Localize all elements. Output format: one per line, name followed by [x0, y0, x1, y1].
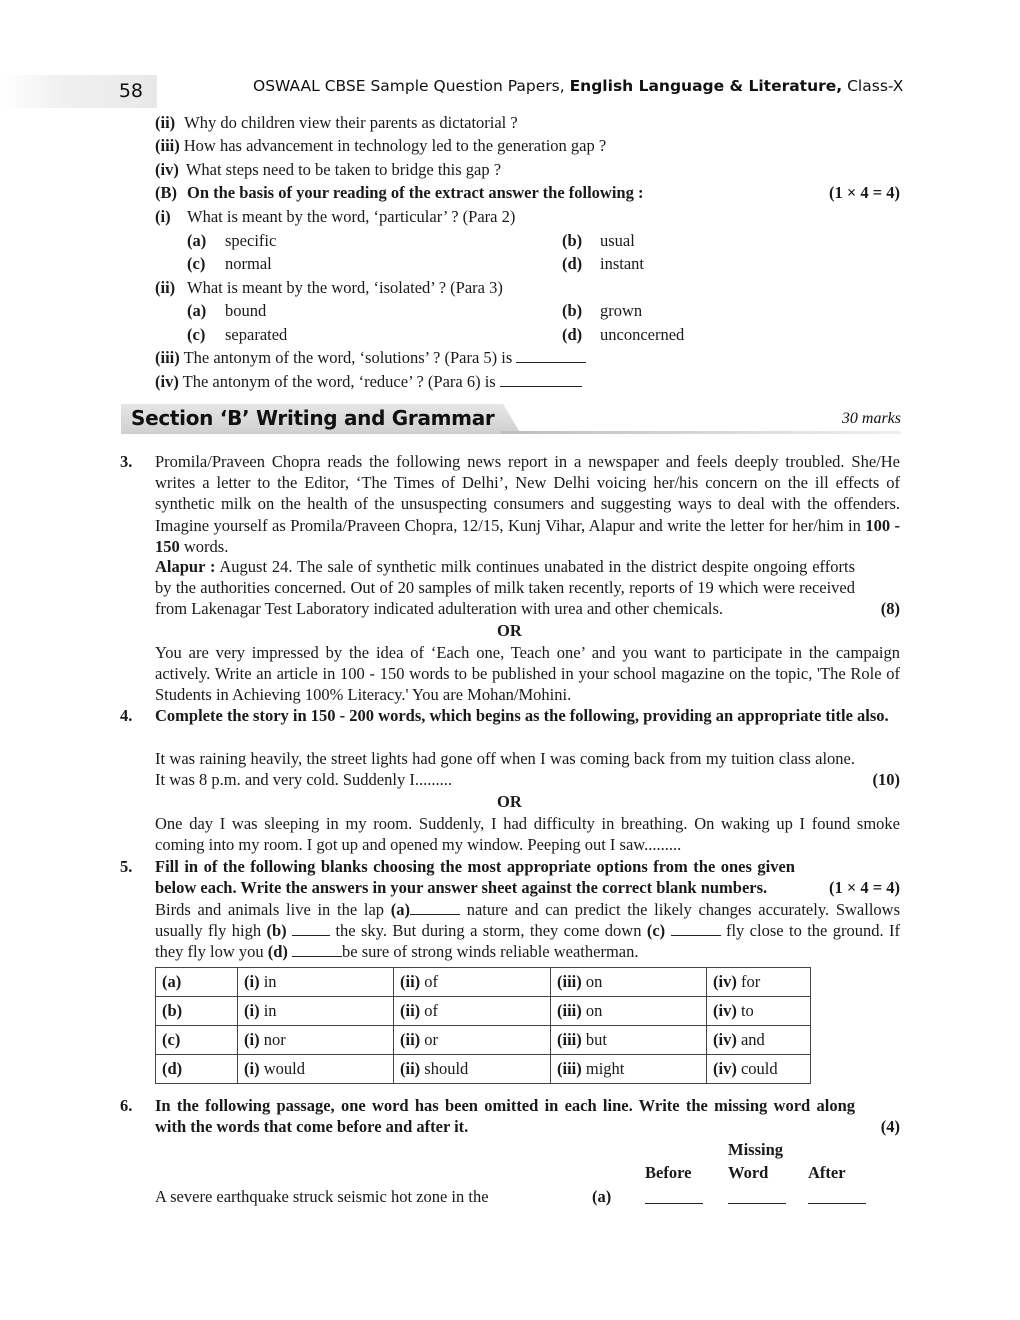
option-text: usual: [600, 231, 635, 250]
option-cell: [707, 997, 811, 1026]
blank-label: (b): [266, 921, 287, 941]
option-label: (a): [187, 301, 207, 320]
passage-text: fly close to the ground. If they fly low you: [155, 921, 900, 962]
passage-text: nature and can predict the likely changes accurately. Swallows usually fly high: [155, 900, 901, 941]
table-cell: [156, 1055, 238, 1084]
blank-label: (a): [162, 972, 182, 991]
news-text: August 24. The sale of synthetic milk continues unabated in the district despite ongoing efforts by the authorities concerned. Out of 20 samples of milk taken recently, reports of 19 which were received from Lakenagar Test Laboratory indicated adulteration with urea and other chemicals.: [155, 557, 856, 619]
part-b-label: (B): [155, 183, 177, 202]
option-cell: [394, 1055, 551, 1084]
column-header-word: Word: [728, 1163, 769, 1182]
question-number: 6.: [120, 1096, 133, 1115]
blank-label: (c): [646, 921, 666, 941]
news-dateline: Alapur :: [155, 557, 216, 576]
option-word: to: [736, 1001, 754, 1020]
option-text: instant: [600, 254, 644, 273]
option-word: in: [259, 1001, 277, 1020]
item-number: (i): [155, 207, 171, 226]
question-number: 3.: [120, 452, 133, 471]
column-header-missing: Missing: [728, 1140, 784, 1159]
item-number: (ii): [155, 278, 176, 297]
table-cell: [156, 997, 238, 1026]
part-b-instruction: On the basis of your reading of the extract answer the following :: [187, 183, 644, 202]
passage-text: be sure of strong winds reliable weatherman.: [342, 942, 639, 962]
question-number: (ii): [155, 113, 176, 132]
option-number: (i): [244, 1030, 260, 1049]
option-number: (iv): [713, 972, 737, 991]
question-item: [155, 159, 501, 180]
option-number: (ii): [400, 972, 421, 991]
option-label: (d): [562, 325, 583, 344]
item-text: What is meant by the word, ‘particular’ ? (Para 2): [187, 207, 516, 226]
option-word: of: [420, 1001, 439, 1020]
option-number: (iv): [713, 1030, 737, 1049]
option-cell: [551, 1055, 707, 1084]
option-number: (iii): [557, 1059, 582, 1078]
option-cell: [707, 1055, 811, 1084]
q3-marks: (8): [880, 599, 900, 618]
option-word: nor: [259, 1030, 286, 1049]
question-text: How has advancement in technology led to the generation gap ?: [183, 136, 607, 155]
option-label: (c): [187, 325, 206, 344]
after-blank: [808, 1190, 866, 1204]
blank-label: (a): [390, 900, 410, 919]
option-word: or: [420, 1030, 439, 1049]
answer-blank: [516, 349, 586, 363]
option-number: (iii): [557, 1030, 582, 1049]
option-cell: [238, 1055, 394, 1084]
option-label: (d): [562, 254, 583, 273]
item-text: The antonym of the word, ‘solutions’ ? (Para 5) is: [183, 348, 513, 367]
q3-news-report: [155, 556, 855, 620]
passage-line-text: A severe earthquake struck seismic hot zone in the: [155, 1187, 489, 1206]
option-word: on: [581, 972, 603, 991]
option-cell: [394, 997, 551, 1026]
fill-blank: [292, 922, 330, 936]
option-number: (iii): [557, 1001, 582, 1020]
option-cell: [238, 997, 394, 1026]
q5-marks: (1 × 4 = 4): [828, 878, 900, 897]
q4-marks: (10): [872, 770, 900, 789]
option-number: (i): [244, 972, 260, 991]
question-number: (iv): [155, 160, 179, 179]
section-title: Section ‘B’ Writing and Grammar: [131, 406, 495, 430]
part-b-marks: (1 × 4 = 4): [828, 183, 900, 202]
option-label: (b): [562, 301, 583, 320]
option-word: should: [420, 1059, 469, 1078]
option-cell: [551, 997, 707, 1026]
item-text: The antonym of the word, ‘reduce’ ? (Para 6) is: [182, 372, 496, 391]
item-row: [155, 371, 582, 392]
passage-text: Birds and animals live in the lap: [155, 900, 391, 919]
q3-prompt-end: words.: [179, 536, 229, 556]
q4-instruction: Complete the story in 150 - 200 words, which begins as the following, providing an appropriate title also.: [155, 706, 889, 725]
passage-line-label: (a): [592, 1187, 612, 1206]
blank-label: (b): [162, 1001, 183, 1020]
table-cell: [156, 968, 238, 997]
option-word: for: [736, 972, 761, 991]
option-text: separated: [225, 325, 288, 344]
running-head-subject: English Language & Literature,: [569, 77, 843, 95]
option-label: (c): [187, 254, 206, 273]
answer-blank: [500, 373, 582, 387]
q3-prompt: [155, 451, 900, 557]
option-cell: [707, 1026, 811, 1055]
column-header-before: Before: [645, 1163, 692, 1182]
q5-passage: [155, 899, 900, 963]
question-number: (iii): [155, 136, 180, 155]
question-item: [155, 135, 606, 156]
table-row: [156, 997, 811, 1026]
question-number: 5.: [120, 857, 133, 876]
table-row: [156, 1026, 811, 1055]
option-number: (ii): [400, 1001, 421, 1020]
option-word: on: [581, 1001, 603, 1020]
option-word: of: [420, 972, 439, 991]
option-cell: [394, 1026, 551, 1055]
option-word: could: [736, 1059, 778, 1078]
option-number: (iv): [713, 1059, 737, 1078]
item-number: (iv): [155, 372, 179, 391]
option-cell: [551, 968, 707, 997]
question-text: Why do children view their parents as dictatorial ?: [184, 113, 518, 132]
item-text: What is meant by the word, ‘isolated’ ? (Para 3): [187, 278, 503, 297]
option-word: but: [581, 1030, 607, 1049]
passage-text: the sky. But during a storm, they come down: [330, 921, 647, 941]
blank-label: (d): [162, 1059, 183, 1078]
option-cell: [238, 968, 394, 997]
table-row: [156, 1055, 811, 1084]
option-label: (b): [562, 231, 583, 250]
option-text: unconcerned: [600, 325, 685, 344]
option-word: might: [581, 1059, 625, 1078]
q3-prompt-text: Promila/Praveen Chopra reads the following news report in a newspaper and feels deeply troubled. She/He writes a letter to the Editor, ‘The Times of Delhi’, New Delhi voicing her/his concern on the ill effects of synthetic milk on the health of the unsuspecting consumers and suggesting ways to deal with the offenders. Imagine yourself as Promila/Praveen Chopra, 12/15, Kunj Vihar, Alapur and write the letter for her/him in: [155, 452, 900, 535]
running-head-prefix: OSWAAL CBSE Sample Question Papers,: [253, 77, 570, 95]
q6-instruction: In the following passage, one word has been omitted in each line. Write the missing word along with the words that come before and after it.: [155, 1096, 855, 1137]
blank-label: (c): [162, 1030, 181, 1049]
option-number: (ii): [400, 1030, 421, 1049]
option-word: and: [736, 1030, 765, 1049]
option-number: (ii): [400, 1059, 421, 1078]
column-header-after: After: [808, 1163, 846, 1182]
page-number: 58: [118, 80, 143, 102]
page-number-box: [0, 75, 157, 108]
question-item: [155, 112, 518, 133]
q4-alternative-story: One day I was sleeping in my room. Suddenly, I had difficulty in breathing. On waking up I found smoke coming into my room. I got up and opened my window. Peeping out I saw.........: [155, 814, 900, 855]
q4-story-start: It was raining heavily, the street lights had gone off when I was coming back from my tuition class alone. It was 8 p.m. and very cold. Suddenly I.........: [155, 749, 855, 790]
fill-blank: [671, 922, 721, 936]
option-word: would: [259, 1059, 305, 1078]
q5-options-table: [155, 967, 811, 1084]
option-cell: [707, 968, 811, 997]
option-number: (i): [244, 1001, 260, 1020]
item-row: [155, 347, 586, 368]
table-cell: [156, 1026, 238, 1055]
missing-word-blank: [728, 1190, 786, 1204]
or-separator: OR: [497, 621, 522, 640]
q6-marks: (4): [880, 1117, 900, 1136]
q3-word-range: 100 - 150: [155, 515, 901, 556]
item-number: (iii): [155, 348, 180, 367]
fill-blank: [292, 943, 342, 957]
blank-label: (d): [267, 942, 288, 962]
section-marks: 30 marks: [841, 410, 901, 427]
section-banner-rule: [501, 431, 901, 434]
or-separator: OR: [497, 792, 522, 811]
section-banner: [121, 404, 901, 434]
q3-alternative: You are very impressed by the idea of ‘Each one, Teach one’ and you want to participate in the campaign actively. Write an article in 100 - 150 words to be published in your school magazine on the topic, 'The Role of Students in Achieving 100% Literacy.' You are Mohan/Mohini.: [155, 643, 900, 705]
question-number: 4.: [120, 706, 133, 725]
option-cell: [394, 968, 551, 997]
option-word: in: [259, 972, 277, 991]
option-cell: [238, 1026, 394, 1055]
before-blank: [645, 1190, 703, 1204]
option-text: grown: [600, 301, 643, 320]
option-text: normal: [225, 254, 272, 273]
option-number: (iv): [713, 1001, 737, 1020]
fill-blank: [410, 901, 460, 915]
option-number: (i): [244, 1059, 260, 1078]
table-row: [156, 968, 811, 997]
question-text: What steps need to be taken to bridge this gap ?: [185, 160, 502, 179]
option-number: (iii): [557, 972, 582, 991]
running-head: [253, 77, 903, 95]
q5-instruction: Fill in of the following blanks choosing the most appropriate options from the ones given below each. Write the answers in your answer sheet against the correct blank numbers.: [155, 857, 795, 898]
running-head-class: Class-X: [842, 77, 904, 95]
option-label: (a): [187, 231, 207, 250]
option-cell: [551, 1026, 707, 1055]
option-text: specific: [225, 231, 277, 250]
option-text: bound: [225, 301, 267, 320]
